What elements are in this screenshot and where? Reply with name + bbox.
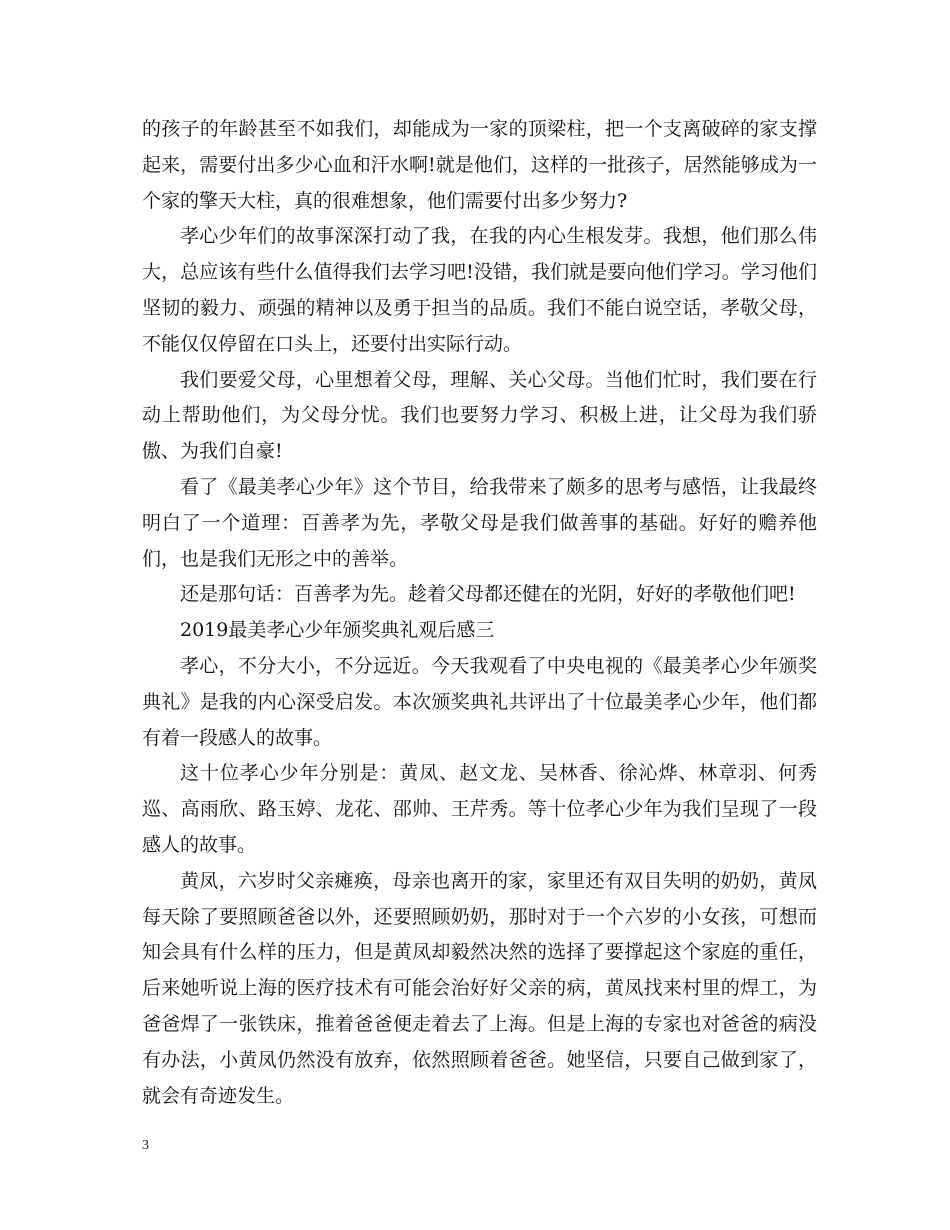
paragraph: 我们要爱父母，心里想着父母，理解、关心父母。当他们忙时，我们要在行动上帮助他们，为父母分忧。我们也要努力学习、积极上进，让父母为我们骄傲、为我们自豪! [142,368,817,463]
paragraph: 的孩子的年龄甚至不如我们，却能成为一家的顶梁柱，把一个支离破碎的家支撑起来，需要付出多少心血和汗水啊!就是他们，这样的一批孩子，居然能够成为一个家的擎天大柱，真的很难想象，他们需要付出多少努力? [142,118,817,212]
section-heading: 2019最美孝心少年颁奖典礼观后感三 [180,619,495,642]
paragraph: 孝心，不分大小，不分远近。今天我观看了中央电视的《最美孝心少年颁奖典礼》是我的内心深受启发。本次颁奖典礼共评出了十位最美孝心少年，他们都有着一段感人的故事。 [142,654,817,749]
document-body [142,112,817,1114]
paragraph: 这十位孝心少年分别是：黄凤、赵文龙、吴林香、徐沁烨、林章羽、何秀巡、高雨欣、路玉婷、龙花、邵帅、王芹秀。等十位孝心少年为我们呈现了一段感人的故事。 [142,762,817,856]
paragraph: 孝心少年们的故事深深打动了我，在我的内心生根发芽。我想，他们那么伟大，总应该有些什么值得我们去学习吧!没错，我们就是要向他们学习。学习他们坚韧的毅力、顽强的精神以及勇于担当的品质。我们不能白说空话，孝敬父母，不能仅仅停留在口头上，还要付出实际行动。 [142,225,817,355]
paragraph: 看了《最美孝心少年》这个节目，给我带来了颇多的思考与感悟，让我最终明白了一个道理：百善孝为先，孝敬父母是我们做善事的基础。好好的赡养他们，也是我们无形之中的善举。 [142,475,817,570]
page-number: 3 [142,1138,149,1153]
paragraph: 黄凤，六岁时父亲瘫痪，母亲也离开的家，家里还有双目失明的奶奶，黄凤每天除了要照顾爸爸以外，还要照顾奶奶，那时对于一个六岁的小女孩，可想而知会具有什么样的压力，但是黄凤却毅然决然的选择了要撑起这个家庭的重任，后来她听说上海的医疗技术有可能会治好好父亲的病，黄凤找来村里的焊工，为爸爸焊了一张铁床，推着爸爸便走着去了上海。但是上海的专家也对爸爸的病没有办法，小黄凤仍然没有放弃，依然照顾着爸爸。她坚信，只要自己做到家了，就会有奇迹发生。 [142,869,817,1107]
paragraph: 还是那句话：百善孝为先。趁着父母都还健在的光阴，好好的孝敬他们吧! [180,583,796,606]
